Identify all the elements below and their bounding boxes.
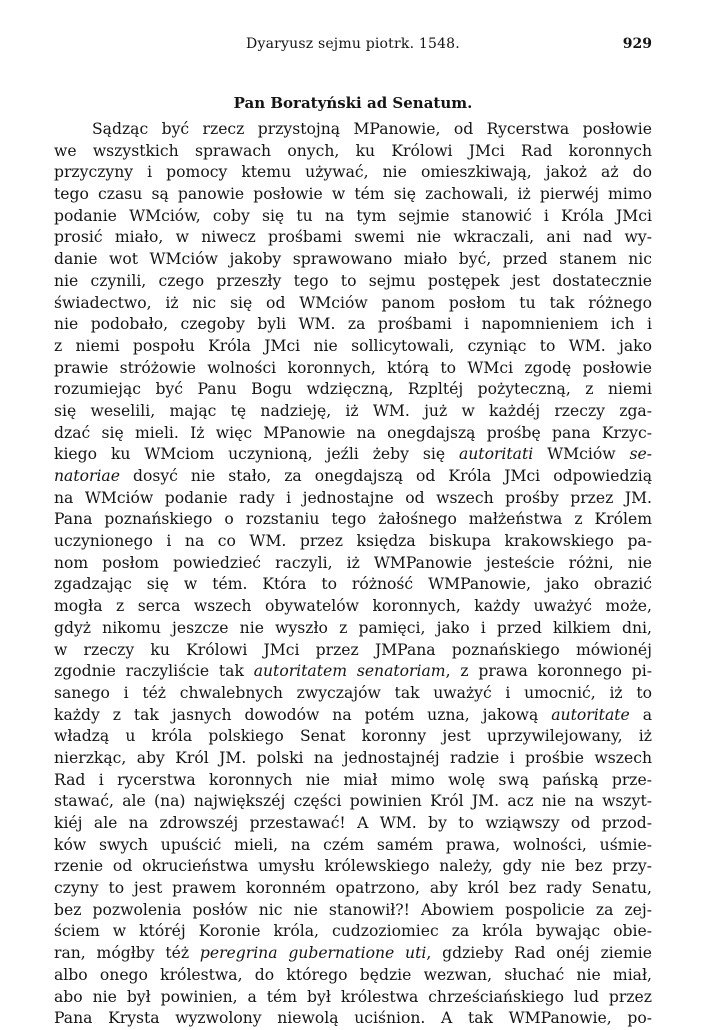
text-run: we wszystkich sprawach onych, ku Królowi JMci Rad koronnych	[54, 141, 652, 160]
text-line	[54, 640, 652, 662]
text-run: bez pozwolenia posłów nic nie stanowił?! Abowiem pospolicie za zej-	[54, 900, 652, 919]
text-line	[54, 835, 652, 857]
text-line	[54, 401, 652, 423]
section-heading: Pan Boratyński ad Senatum.	[233, 94, 473, 112]
text-run: każdy z tak jasnych dowodów na potém uzna, jakową	[54, 705, 552, 724]
text-run: WMciów	[533, 445, 630, 464]
text-run: abo nie był powinien, a tém był królestwa chrześciańskiego lud przez	[54, 987, 652, 1006]
text-run: a	[629, 705, 652, 724]
page-number: 929	[622, 36, 652, 52]
text-run: na WMciów podanie rady i jednostajne od wszech prośby przez JM.	[54, 488, 652, 507]
text-run: , gdzieby Rad onéj ziemie	[426, 944, 652, 963]
text-line	[54, 379, 652, 401]
text-run: władzą u króla polskiego Senat koronny jest uprzywilejowany, iż	[54, 727, 652, 746]
latin-phrase: se-	[629, 445, 652, 464]
text-run: mogła z serca wszech obywatelów koronnych, każdy uważyć może,	[54, 597, 652, 616]
text-run: prosić miało, w niwecz prośbami swemi nie wkraczali, ani nad wy-	[54, 228, 652, 247]
text-line	[54, 488, 652, 510]
text-line	[54, 336, 652, 358]
text-run: zgadzając się w tém. Która to różność WMPanowie, jako obrazić	[54, 575, 652, 594]
text-line	[54, 553, 652, 575]
text-run: Pana poznańskiego o rozstaniu tego żałośnego małżeństwa z Królem	[54, 510, 652, 529]
text-run: ków swych upuścić mieli, na czém samém prawa, wolności, uśmie-	[54, 835, 652, 854]
text-run: nie czynili, czego przeszły tego to sejmu postępek jest dostatecznie	[54, 271, 652, 290]
text-run: czyny to jest prawem koronném opatrzono, aby król bez rady Senatu,	[54, 879, 652, 898]
text-line	[54, 141, 652, 163]
text-run: podanie WMciów, coby się tu na tym sejmie stanowić i Króla JMci	[54, 206, 652, 225]
text-line	[54, 878, 652, 900]
text-line	[54, 227, 652, 249]
text-line	[54, 683, 652, 705]
text-line	[54, 314, 652, 336]
text-line	[54, 119, 652, 141]
text-line	[54, 596, 652, 618]
text-run: dzać się mieli. Iż więc MPanowie na onegdajszą prośbę pana Krzyc-	[54, 423, 652, 442]
text-run: się weselili, mając tę nadzieję, iż WM. już w każdéj rzeczy zga-	[54, 401, 652, 420]
latin-phrase: peregrina gubernatione uti	[199, 944, 427, 963]
text-line	[54, 444, 652, 466]
text-line	[54, 249, 652, 271]
text-run: prawie stróżowie wolności koronnych, którą to WMci zgodę posłowie	[54, 358, 652, 377]
text-line	[54, 1008, 652, 1030]
text-line	[54, 184, 652, 206]
text-run: Rad i rycerstwa koronnych nie miał mimo wolę swą pańską prze-	[54, 770, 652, 789]
text-line	[54, 661, 652, 683]
text-line	[54, 943, 652, 965]
text-run: świadectwo, iż nic się od WMciów panom posłom tu tak różnego	[54, 293, 652, 312]
text-run: Pana Krysta wyzwolony niewolą uciśnion. A tak WMPanowie, po-	[54, 1009, 652, 1028]
text-run: kiego ku WMciom uczynioną, jeźli żeby się	[54, 445, 459, 464]
text-run: danie wot WMciów jakoby sprawowano miało być, przed stanem nic	[54, 250, 652, 269]
latin-phrase: autoritatem senatoriam	[253, 662, 446, 681]
text-run: Sądząc być rzecz przystojną MPanowie, od Rycerstwa posłowie	[92, 120, 652, 138]
text-run: ściem w któréj Koronie króla, cudzoziomiec za króla bywając obie-	[54, 922, 652, 941]
text-line	[54, 856, 652, 878]
text-run: albo onego królestwa, do którego będzie wezwan, słuchać nie miał,	[54, 965, 652, 984]
text-line	[54, 162, 652, 184]
text-run: uczynionego i na co WM. przez księdza biskupa krakowskiego pa-	[54, 532, 652, 551]
text-line	[54, 206, 652, 228]
text-run: nom posłom powiedzieć raczyli, iż WMPanowie jesteście różni, nie	[54, 553, 652, 572]
text-run: ran, mógłby téż	[54, 944, 200, 963]
running-title: Dyaryusz sejmu piotrk. 1548.	[246, 36, 460, 52]
text-line	[54, 618, 652, 640]
text-run: w rzeczy ku Królowi JMci przez JMPana poznańskiego mówionéj	[54, 640, 652, 659]
text-line	[54, 900, 652, 922]
text-run: gdyż nikomu jeszcze nie wyszło z pamięci, jako i przed kilkiem dni,	[54, 618, 652, 637]
text-line	[54, 921, 652, 943]
text-line	[54, 726, 652, 748]
latin-phrase: autoritati	[458, 445, 534, 464]
text-line	[54, 271, 652, 293]
text-run: , z prawa koronnego pi-	[445, 662, 652, 681]
text-line	[54, 770, 652, 792]
text-line	[54, 531, 652, 553]
text-line	[54, 466, 652, 488]
text-run: przyczyny i pomocy ktemu używać, nie omieszkiwają, jakoż aż do	[54, 163, 652, 182]
text-line	[54, 358, 652, 380]
running-head	[54, 36, 652, 56]
text-run: nie podobało, czegoby byli WM. za prośbami i napomnieniem ich i	[54, 315, 652, 334]
text-line	[54, 423, 652, 445]
text-run: dosyć nie stało, za onegdajszą od Króla JMci odpowiedzią	[119, 467, 652, 485]
text-run: sanego i téż chwalebnych zwyczajów tak uważyć i umocnić, iż to	[54, 683, 652, 702]
text-run: z niemi pospołu Króla JMci nie sollicytowali, czyniąc to WM. jako	[54, 336, 652, 355]
text-line	[54, 813, 652, 835]
text-run: zgodnie raczyliście tak	[54, 662, 254, 681]
latin-phrase: natoriae	[54, 467, 120, 485]
text-line	[54, 748, 652, 770]
text-run: rzenie od okrucieństwa umysłu królewskiego należy, gdy nie bez przy-	[54, 857, 652, 876]
text-line	[54, 987, 652, 1009]
text-line	[54, 509, 652, 531]
text-run: rozumiejąc być Panu Bogu wdzięczną, Rzpltéj pożyteczną, z niemi	[54, 380, 652, 399]
latin-phrase: autoritate	[551, 705, 630, 724]
text-line	[54, 965, 652, 987]
text-line	[54, 293, 652, 315]
text-line	[54, 574, 652, 596]
body-text	[54, 119, 652, 1030]
text-run: nierzkąc, aby Król JM. polski na jednostajnéj radzie i prośbie wszech	[54, 748, 652, 767]
text-line	[54, 791, 652, 813]
text-run: tego czasu są panowie posłowie w tém się zachowali, iż pierwéj mimo	[54, 185, 652, 204]
text-line	[54, 705, 652, 727]
text-run: kiéj ale na zdrowszéj przestawać! A WM. by to wziąwszy od przod-	[54, 814, 652, 832]
text-run: stawać, ale (na) największéj części powinien Król JM. acz nie na wszyt-	[54, 792, 652, 811]
